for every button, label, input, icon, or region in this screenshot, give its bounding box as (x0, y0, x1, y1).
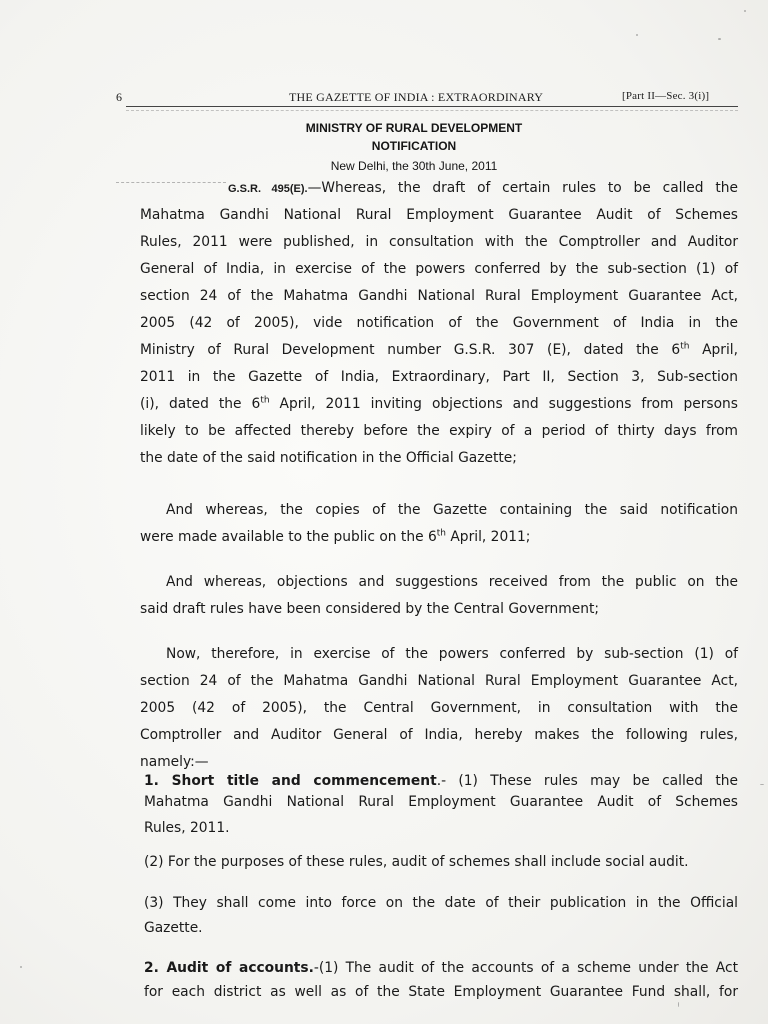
para1-line9 (140, 394, 738, 414)
header-rule-shadow (126, 110, 738, 111)
para1-line11: the date of the said notification in the Official Gazette; (140, 450, 517, 466)
rule1-heading: 1. Short title and commencement (144, 773, 437, 789)
para1-line1-text: —Whereas, the draft of certain rules to be called the (307, 180, 739, 196)
para1-line7-tail: April, (689, 342, 738, 358)
para4-line1: Now, therefore, in exercise of the powers conferred by sub-section (1) of (166, 646, 738, 662)
para1-line9-text: (i), dated the 6 (140, 396, 261, 412)
para4-line5: namely:— (140, 754, 209, 770)
scan-speck (20, 966, 22, 968)
para4-line3: 2005 (42 of 2005), the Central Government, in consultation with the (140, 700, 738, 716)
superscript-th: th (436, 528, 446, 539)
para1-line4: General of India, in exercise of the powers conferred by the sub-section (1) of (140, 261, 738, 277)
header-rule (126, 106, 738, 107)
para4-line2: section 24 of the Mahatma Gandhi National Rural Employment Guarantee Act, (140, 673, 738, 689)
scan-dash-mark (116, 182, 226, 183)
superscript-th: th (680, 341, 690, 352)
para1-line5: section 24 of the Mahatma Gandhi National Rural Employment Guarantee Act, (140, 288, 738, 304)
rule1-line1-text: .- (1) These rules may be called the (436, 773, 739, 789)
para3-line1: And whereas, objections and suggestions received from the public on the (166, 574, 738, 590)
para1-line7 (140, 340, 738, 360)
rule1-line1 (144, 771, 738, 791)
rule2-heading: 2. Audit of accounts. (144, 960, 314, 976)
para3-line2: said draft rules have been considered by the Central Government; (140, 601, 600, 617)
scan-speck (744, 10, 746, 12)
rule1-subsection-2: (2) For the purposes of these rules, audit of schemes shall include social audit. (144, 854, 689, 870)
gsr-number: G.S.R. 495(E). (228, 183, 308, 195)
para1-line8: 2011 in the Gazette of India, Extraordinary, Part II, Section 3, Sub-section (140, 369, 738, 385)
para1-line10: likely to be affected thereby before the expiry of a period of thirty days from (140, 423, 738, 439)
rule1-subsection-3-line1: (3) They shall come into force on the date of their publication in the Official (144, 895, 738, 911)
para4-line4: Comptroller and Auditor General of India, hereby makes the following rules, (140, 727, 738, 743)
para1-line9-tail: April, 2011 inviting objections and suggestions from persons (269, 396, 738, 412)
notification-heading: NOTIFICATION (371, 139, 457, 153)
superscript-th: th (260, 395, 270, 406)
rule2-line1 (144, 958, 738, 978)
para1-line7-text: Ministry of Rural Development number G.S.R. 307 (E), dated the 6 (140, 342, 681, 358)
part-section: [Part II—Sec. 3(i)] (622, 90, 710, 102)
rule1-line2: Mahatma Gandhi National Rural Employment Guarantee Audit of Schemes (144, 794, 738, 810)
gazette-title: THE GAZETTE OF INDIA : EXTRAORDINARY (289, 90, 544, 104)
ministry-heading: MINISTRY OF RURAL DEVELOPMENT (305, 121, 523, 135)
para1-line1 (228, 178, 738, 199)
para2-line1: And whereas, the copies of the Gazette containing the said notification (166, 502, 738, 518)
scan-speck (760, 784, 764, 785)
rule1-subsection-3-line2: Gazette. (144, 920, 203, 936)
rule2-line2: for each district as well as of the State Employment Guarantee Fund shall, for (144, 984, 738, 1000)
para1-line2: Mahatma Gandhi National Rural Employment Guarantee Audit of Schemes (140, 207, 738, 223)
scan-speck (636, 34, 638, 36)
para2-line2-text: were made available to the public on the 6 (140, 529, 437, 545)
page-number: 6 (116, 90, 123, 104)
para1-line6: 2005 (42 of 2005), vide notification of the Government of India in the (140, 315, 738, 331)
para1-line3: Rules, 2011 were published, in consultation with the Comptroller and Auditor (140, 234, 738, 250)
dateline: New Delhi, the 30th June, 2011 (330, 159, 498, 173)
para2-line2-tail: April, 2011; (445, 529, 531, 545)
rule1-line3: Rules, 2011. (144, 820, 230, 836)
para2-line2 (140, 527, 738, 547)
scan-speck (718, 38, 721, 40)
rule2-line1-text: -(1) The audit of the accounts of a scheme under the Act (313, 960, 738, 976)
scan-speck (678, 1002, 679, 1007)
